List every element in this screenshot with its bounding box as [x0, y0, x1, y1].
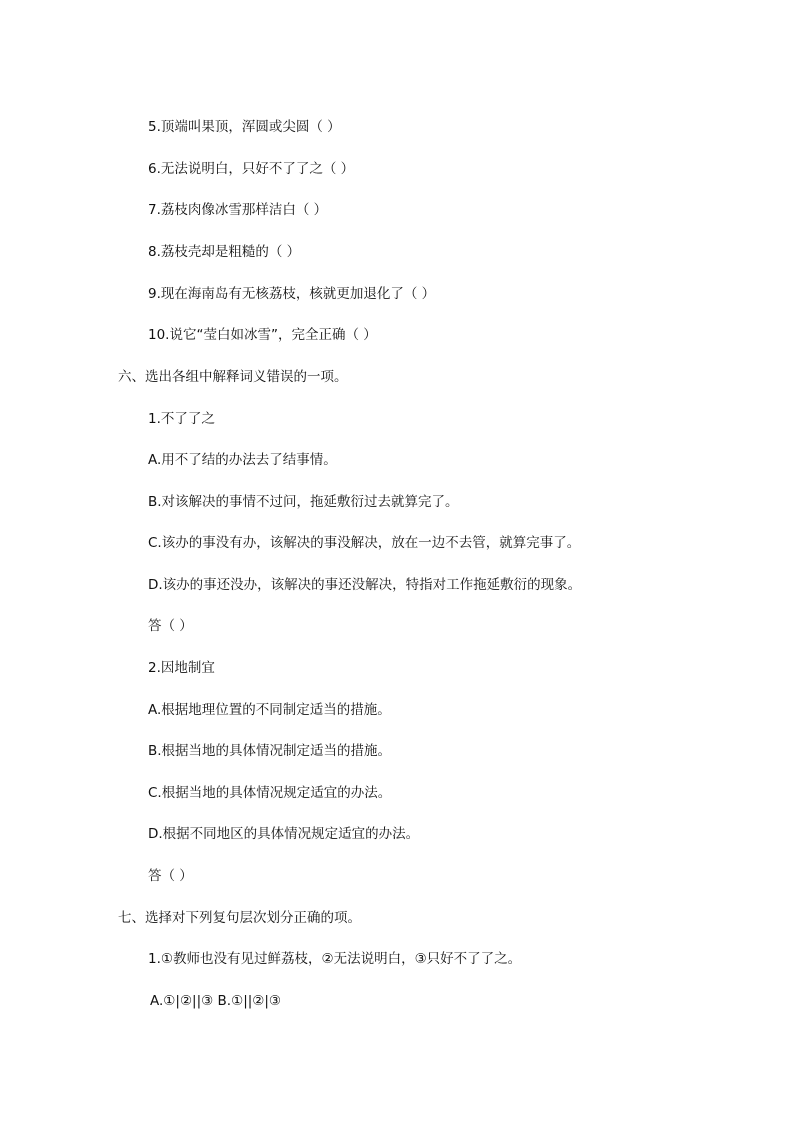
section-6-heading: 六、选出各组中解释词义错误的一项。: [118, 369, 348, 385]
section-6-q1-answer: 答（ ）: [148, 618, 193, 634]
section-7-q1-title: 1.①教师也没有见过鲜荔枝，②无法说明白，③只好不了了之。: [148, 951, 522, 967]
section-6-q1-option-c: C.该办的事没有办，该解决的事没解决，放在一边不去管，就算完事了。: [148, 535, 581, 551]
question-item-8: 8.荔枝壳却是粗糙的（ ）: [148, 244, 301, 260]
section-7-q1-options: A.①|②||③ B.①||②|③: [150, 993, 282, 1009]
section-6-q2-answer: 答（ ）: [148, 868, 193, 884]
section-6-q2-option-c: C.根据当地的具体情况规定适宜的办法。: [148, 785, 392, 801]
section-6-q2-option-b: B.根据当地的具体情况制定适当的措施。: [148, 743, 392, 759]
section-6-q1-option-d: D.该办的事还没办，该解决的事还没解决，特指对工作拖延敷衍的现象。: [148, 577, 582, 593]
question-item-9: 9.现在海南岛有无核荔枝，核就更加退化了（ ）: [148, 286, 436, 302]
section-6-q1-title: 1.不了了之: [148, 411, 215, 427]
section-6-q2-option-d: D.根据不同地区的具体情况规定适宜的办法。: [148, 826, 420, 842]
section-6-q2-option-a: A.根据地理位置的不同制定适当的措施。: [148, 702, 391, 718]
question-item-7: 7.荔枝肉像冰雪那样洁白（ ）: [148, 202, 328, 218]
question-item-6: 6.无法说明白，只好不了了之（ ）: [148, 161, 355, 177]
section-6-q2-title: 2.因地制宜: [148, 660, 215, 676]
question-item-10: 10.说它“莹白如冰雪”，完全正确（ ）: [148, 327, 377, 343]
section-6-q1-option-a: A.用不了结的办法去了结事情。: [148, 452, 337, 468]
section-7-heading: 七、选择对下列复句层次划分正确的项。: [118, 910, 361, 926]
section-6-q1-option-b: B.对该解决的事情不过问，拖延敷衍过去就算完了。: [148, 494, 459, 510]
question-item-5: 5.顶端叫果顶，浑圆或尖圆（ ）: [148, 119, 341, 135]
